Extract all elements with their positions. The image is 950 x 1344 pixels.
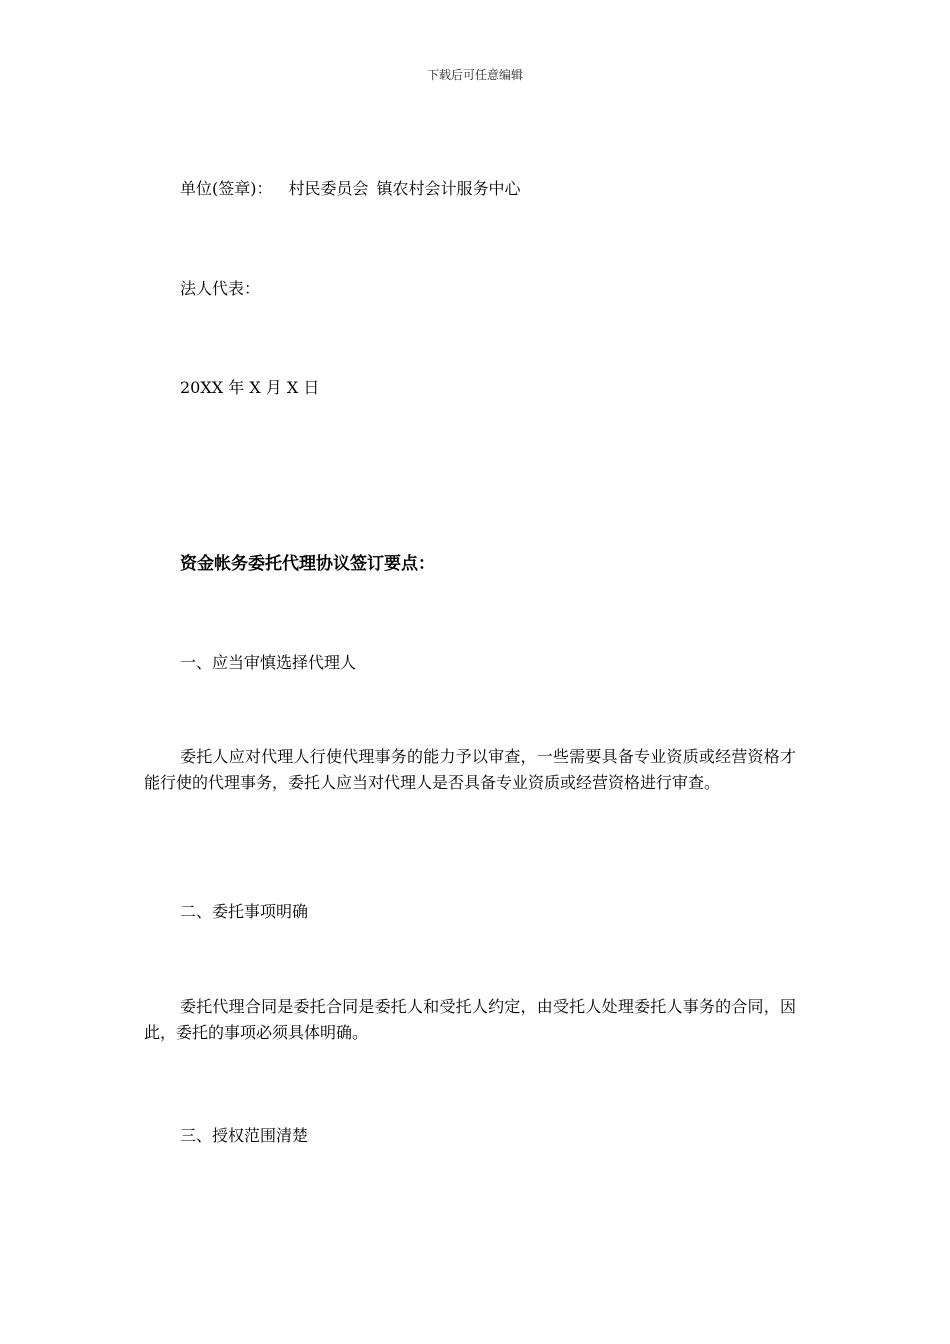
unit-party-a: 村民委员会 — [288, 179, 369, 198]
point-2-heading: 二、委托事项明确 — [180, 902, 309, 921]
point-2-body: 委托代理合同是委托合同是委托人和受托人约定，由受托人处理委托人事务的合同，因此，委托的事项必须具体明确。 — [144, 997, 796, 1042]
unit-party-b: 镇农村会计服务中心 — [376, 179, 521, 198]
header-note: 下载后可任意编辑 — [426, 68, 523, 82]
point-1-body: 委托人应对代理人行使代理事务的能力予以审查，一些需要具备专业资质或经营资格才能行使的代理事务，委托人应当对代理人是否具备专业资质或经营资格进行审查。 — [144, 747, 796, 792]
point-3-heading: 三、授权范围清楚 — [180, 1126, 309, 1145]
section-title: 资金帐务委托代理协议签订要点： — [180, 554, 435, 574]
legal-rep-label: 法人代表： — [180, 279, 261, 298]
signature-date: 20XX 年 X 月 X 日 — [180, 378, 320, 397]
unit-label: 单位(签章)： — [180, 179, 273, 198]
point-1-heading: 一、应当审慎选择代理人 — [180, 653, 357, 672]
unit-signature-line — [180, 176, 521, 199]
